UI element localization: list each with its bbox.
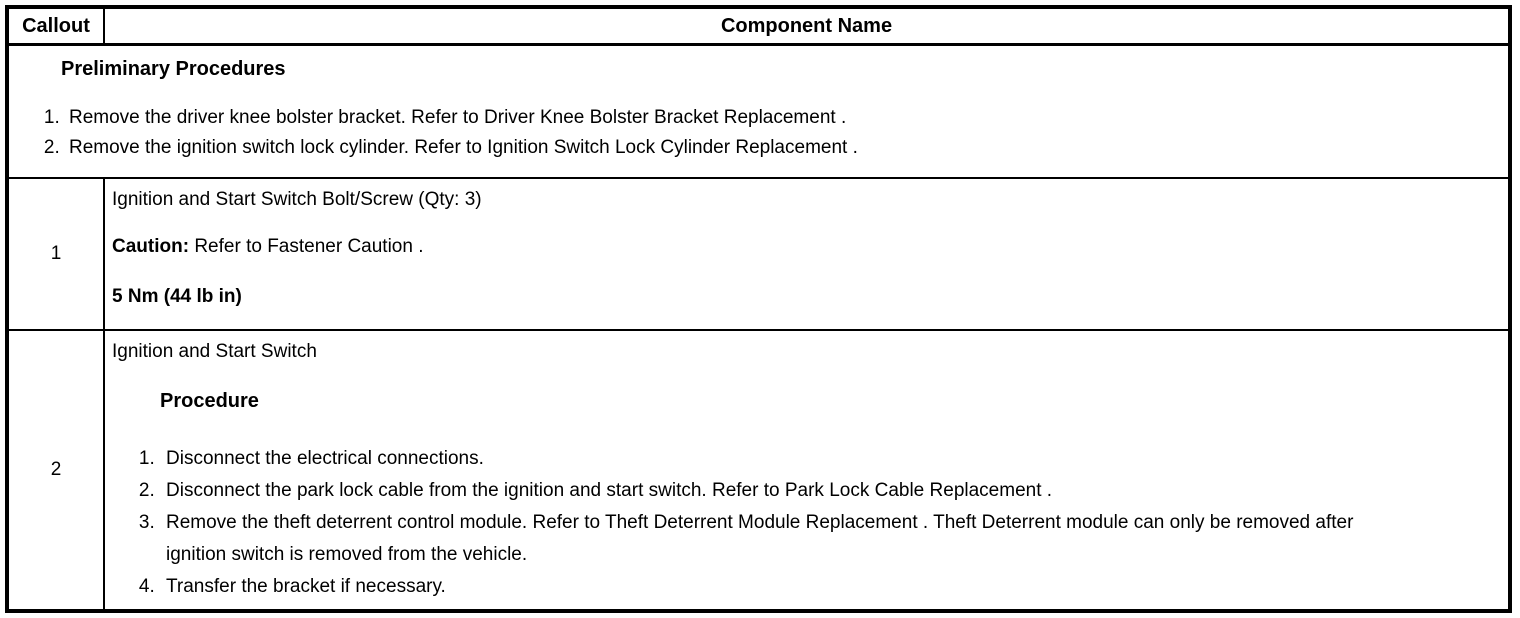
column-header-component-name: Component Name [104,7,1510,45]
preliminary-procedures-title: Preliminary Procedures [61,58,286,80]
procedure-title: Procedure [160,390,259,412]
preliminary-step: 2. Remove the ignition switch lock cylinder. Refer to Ignition Switch Lock Cylinder Replacement . [65,133,1500,163]
preliminary-procedures-row [7,45,1510,179]
procedure-step: 2. Disconnect the park lock cable from the ignition and start switch. Refer to Park Lock Cable Replacement . [160,475,1410,507]
torque-spec-text: 5 Nm (44 lb in) [112,286,242,307]
preliminary-step: 1. Remove the driver knee bolster bracket. Refer to Driver Knee Bolster Bracket Replacement . [65,103,1500,133]
callout-component-table [5,5,1512,613]
component-name-text: Ignition and Start Switch [112,341,317,362]
column-header-callout: Callout [7,7,104,45]
callout-number-cell: 2 [7,330,104,611]
procedure-step: 4. Transfer the bracket if necessary. [160,571,1410,603]
caution-text: Refer to Fastener Caution . [189,236,424,257]
procedure-step: 3. Remove the theft deterrent control module. Refer to Theft Deterrent Module Replacement . Theft Deterrent module can only be removed after ignition switch is removed from the vehicle. [160,507,1410,571]
procedure-step: 1. Disconnect the electrical connections. [160,443,1410,475]
table-row [7,178,1510,330]
procedure-steps-list [112,443,1410,603]
preliminary-steps-list [9,103,1500,163]
component-cell [104,178,1510,330]
component-name-text: Ignition and Start Switch Bolt/Screw (Qty: 3) [112,189,482,210]
callout-number-cell: 1 [7,178,104,330]
caution-line [112,236,1500,258]
component-cell [104,330,1510,611]
caution-label: Caution: [112,236,190,257]
preliminary-procedures-cell [7,45,1510,179]
table-header-row [7,7,1510,45]
table-row [7,330,1510,611]
